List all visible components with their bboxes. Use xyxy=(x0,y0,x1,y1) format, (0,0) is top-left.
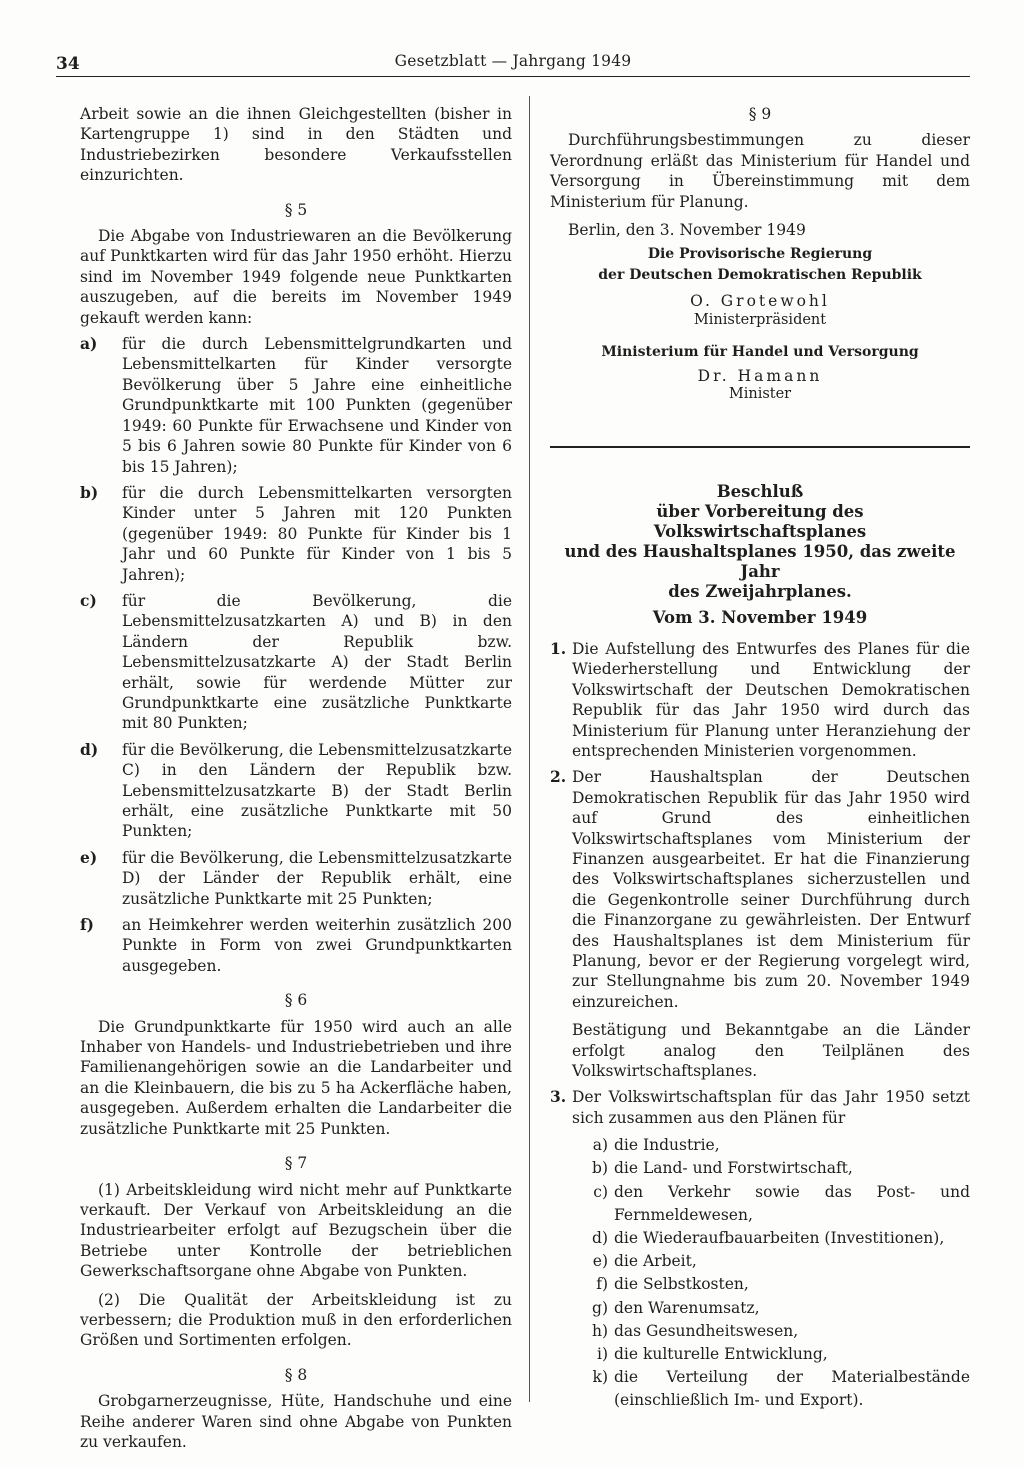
decree-point-number: 3. xyxy=(550,1087,567,1107)
plan-item-label: k) xyxy=(592,1368,608,1387)
right-column xyxy=(550,104,970,1413)
header-rule xyxy=(56,76,970,77)
section-heading-9: § 9 xyxy=(748,105,772,123)
decree-title-line-3: und des Haushaltsplanes 1950, das zweite Jahr xyxy=(564,542,956,582)
plan-item xyxy=(572,1366,970,1412)
list-item xyxy=(80,591,512,734)
plan-item-label: a) xyxy=(592,1136,608,1155)
ministry-line: Ministerium für Handel und Versorgung xyxy=(601,343,919,360)
continued-paragraph: Arbeit sowie an die ihnen Gleichgestellten (bisher in Kartengruppe 1) sind in den Städten und Industriebezirken besondere Verkaufsstellen einzurichten. xyxy=(80,105,512,185)
list-item-text: an Heimkehrer werden weiterhin zusätzlich 200 Punkte in Form von zwei Grundpunktkarten ausgegeben. xyxy=(122,916,512,975)
signer-grotewohl-title: Ministerpräsident xyxy=(693,311,827,328)
plan-item-text: die Land- und Forstwirtschaft, xyxy=(614,1159,853,1178)
decree-point-number: 1. xyxy=(550,638,567,658)
decree-title-line-2: über Vorbereitung des Volkswirtschaftsplanes xyxy=(653,502,867,542)
plan-item-text: den Verkehr sowie das Post- und Fernmeldewesen, xyxy=(614,1182,970,1224)
plan-item-text: das Gesundheitswesen, xyxy=(614,1321,799,1340)
section-heading-8: § 8 xyxy=(284,1365,308,1384)
list-item-label: c) xyxy=(80,590,97,610)
plan-item-text: die Arbeit, xyxy=(614,1252,697,1271)
plan-item xyxy=(572,1181,970,1227)
plan-item-label: b) xyxy=(592,1159,608,1178)
section-heading-6: § 6 xyxy=(284,991,308,1010)
section-divider xyxy=(550,446,970,448)
list-item-label: f) xyxy=(80,915,95,935)
list-item-label: a) xyxy=(80,334,98,354)
section-9-text: Durchführungsbestimmungen zu dieser Verordnung erläßt das Ministerium für Handel und Versorgung in Übereinstimmung mit dem Ministerium für Planung. xyxy=(550,131,970,211)
decree-point xyxy=(550,767,970,1012)
list-item-text: für die durch Lebensmittelkarten versorgten Kinder unter 5 Jahren mit 120 Punkten (gegenüber 1949: 80 Punkte für Kinder bis 1 Jahr und 60 Punkte für Kinder von 1 bis 5 Jahren); xyxy=(122,483,512,584)
list-item-text: für die Bevölkerung, die Lebensmittelzusatzkarten A) und B) in den Ländern der Republik bzw. Lebensmittelzusatzkarte A) der Stadt Berlin erhält, sowie für werdende Mütter zur Grundpunktkarte eine zusätzliche Punktkarte mit 80 Punkten; xyxy=(122,591,512,733)
plan-item xyxy=(572,1343,970,1366)
decree-point-number: 2. xyxy=(550,767,567,787)
list-item xyxy=(80,848,512,909)
list-item xyxy=(80,334,512,477)
plan-item xyxy=(572,1157,970,1180)
signer-hamann-title: Minister xyxy=(728,386,792,403)
section-7-paragraph-1: (1) Arbeitskleidung wird nicht mehr auf Punktkarte verkauft. Der Verkauf von Arbeitskleidung an die Industriearbeiter erfolgt auf Bezugschein über die Betriebe unter Kontrolle der betrieblichen Gewerkschaftsorgane ohne Abgabe von Punkten. xyxy=(80,1180,512,1281)
decree-point-text: Die Aufstellung des Entwurfes des Planes für die Wiederherstellung und Entwicklung der Volkswirtschaft der Deutschen Demokratischen Republik für das Jahr 1950 wird durch das Ministerium für Planung unter Heranziehung der entsprechenden Ministerien vorgenommen. xyxy=(572,639,970,760)
decree-point xyxy=(550,1087,970,1128)
page-title: Gesetzblatt — Jahrgang 1949 xyxy=(394,52,632,70)
plan-item xyxy=(572,1250,970,1273)
decree-title-line-1: Beschluß xyxy=(716,482,804,502)
decree-point-text: Der Volkswirtschaftsplan für das Jahr 1950 setzt sich zusammen aus den Plänen für xyxy=(572,1088,970,1127)
plan-item xyxy=(572,1227,970,1250)
signer-grotewohl: O. Grotewohl xyxy=(690,292,830,311)
section-5-intro: Die Abgabe von Industriewaren an die Bevölkerung auf Punktkarten wird für das Jahr 1950 erhöht. Hierzu sind im November 1949 folgende neue Punktkarten auszugeben, auf die bereits im November 1949 gekauft werden kann: xyxy=(80,227,512,327)
list-item-label: b) xyxy=(80,482,99,502)
list-item-text: für die Bevölkerung, die Lebensmittelzusatzkarte C) in den Ländern der Republik bzw. Lebensmittelzusatzkarte B) der Stadt Berlin erhält, eine zusätzliche Punktkarte mit 50 Punkten; xyxy=(122,740,512,841)
signer-hamann: Dr. Hamann xyxy=(697,367,823,386)
list-item xyxy=(80,915,512,976)
plan-list xyxy=(572,1134,970,1412)
government-line-2: der Deutschen Demokratischen Republik xyxy=(598,266,922,283)
list-item xyxy=(80,740,512,842)
plan-item-label: h) xyxy=(591,1321,608,1340)
plan-item xyxy=(572,1297,970,1320)
list-item-text: für die Bevölkerung, die Lebensmittelzusatzkarte D) der Länder der Republik erhält, eine zusätzliche Punktkarte mit 25 Punkten; xyxy=(122,848,512,908)
list-item-label: d) xyxy=(80,739,99,759)
decree-point xyxy=(550,639,970,761)
decree-date: Vom 3. November 1949 xyxy=(652,608,868,628)
plan-item-label: i) xyxy=(596,1345,608,1364)
plan-item-label: e) xyxy=(592,1252,608,1271)
plan-item xyxy=(572,1273,970,1296)
plan-item-label: d) xyxy=(592,1229,608,1248)
column-divider xyxy=(529,96,530,1402)
government-line-1: Die Provisorische Regierung xyxy=(647,246,873,263)
list-item-text: für die durch Lebensmittelgrundkarten und Lebensmittelkarten für Kinder versorgte Bevölkerung über 5 Jahre eine einheitliche Grundpunktkarte mit 100 Punkten (gegenüber 1949: 60 Punkte für Erwachsene und Kinder von 5 bis 6 Jahren sowie 80 Punkte für Kinder von 6 bis 15 Jahren); xyxy=(122,335,512,476)
section-7-paragraph-2: (2) Die Qualität der Arbeitskleidung ist zu verbessern; die Produktion muß in den erforderlichen Größen und Sortimenten erfolgen. xyxy=(80,1290,512,1350)
section-6-text: Die Grundpunktkarte für 1950 wird auch an alle Inhaber von Handels- und Industriebetrieben und ihre Familienangehörigen sowie an die Landarbeiter und an die Kleinbauern, die bis zu 5 ha Ackerfläche haben, ausgegeben. Außerdem erhalten die Landarbeiter die zusätzliche Punktkarte mit 25 Punkten. xyxy=(80,1017,512,1138)
decree-title-line-4: des Zweijahrplanes. xyxy=(668,582,852,602)
plan-item-label: f) xyxy=(596,1275,608,1294)
page-header xyxy=(56,48,970,78)
list-item-label: e) xyxy=(80,847,98,867)
plan-item-text: den Warenumsatz, xyxy=(614,1298,760,1317)
section-heading-7: § 7 xyxy=(284,1154,308,1173)
decree-point-text: Der Haushaltsplan der Deutschen Demokratischen Republik für das Jahr 1950 wird auf Grund des einheitlichen Volkswirtschaftsplanes vom Ministerium der Finanzen ausgearbeitet. Er hat die Finanzierung des Volkswirtschaftsplanes sicherzustellen und die Gegenkontrolle seiner Durchführung durch die Finanzorgane zu gewährleisten. Der Entwurf des Haushaltsplanes ist dem Ministerium für Planung, bevor er der Regierung vorgelegt wird, zur Stellungnahme bis zum 20. November 1949 einzureichen. xyxy=(572,768,970,1011)
plan-item-text: die Industrie, xyxy=(614,1136,720,1155)
plan-item-text: die Wiederaufbauarbeiten (Investitionen), xyxy=(614,1229,945,1248)
plan-item-text: die Verteilung der Materialbestände (einschließlich Im- und Export). xyxy=(614,1368,970,1410)
plan-item xyxy=(572,1134,970,1157)
list-item xyxy=(80,483,512,585)
section-heading-5: § 5 xyxy=(284,200,308,219)
plan-item-label: c) xyxy=(593,1182,608,1201)
plan-item-text: die Selbstkosten, xyxy=(614,1275,749,1294)
place-date: Berlin, den 3. November 1949 xyxy=(568,221,806,240)
left-column xyxy=(80,104,512,1452)
section-8-text: Grobgarnerzeugnisse, Hüte, Handschuhe und eine Reihe anderer Waren sind ohne Abgabe von Punkten zu verkaufen. xyxy=(80,1392,512,1451)
page-number: 34 xyxy=(56,54,80,74)
plan-item-label: g) xyxy=(592,1298,608,1317)
decree-point-2-continuation: Bestätigung und Bekanntgabe an die Länder erfolgt analog den Teilplänen des Volkswirtschaftsplanes. xyxy=(572,1021,970,1080)
plan-item-text: die kulturelle Entwicklung, xyxy=(614,1345,828,1364)
plan-item xyxy=(572,1320,970,1343)
